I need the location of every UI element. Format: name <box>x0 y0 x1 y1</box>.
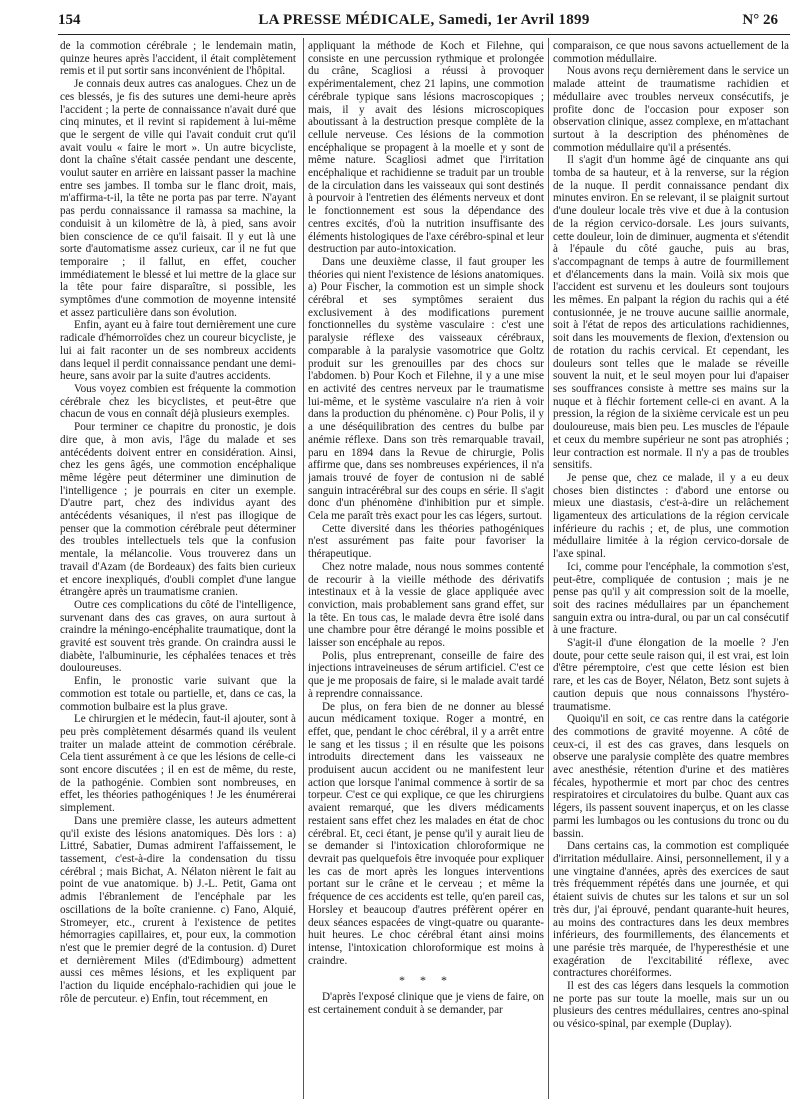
column-1-paragraph: Enfin, ayant eu à faire tout dernièrement une cure radicale d'hémorroïdes chez un coureur bicycliste, je lui ai fait raconter un de ses nombreux accidents dans lequel il perdit connaissance pendant une demi-heure, sans avoir par la suite d'autres accidents. <box>60 319 296 383</box>
column-1-paragraph: Je connais deux autres cas analogues. Chez un de ces blessés, je fis des sutures une demi-heure après l'accident ; la perte de connaissance n'avait duré que cinq minutes, et il revint si rapidement à lui-même que le sergent de ville qui l'avait conduit crut qu'il avait voulu « faire le mort ». Un autre bicycliste, dont la chaîne s'était cassée pendant une descente, voulut sauter en arrière en laissant passer la machine entre ses jambes. Il tomba sur le flanc droit, mais, m'affirma-t-il, la tête ne porta pas par terre. N'ayant pas perdu connaissance il ramassa sa machine, la conduisit à un kilomètre de là, à pied, sans avoir bien conscience de ce qu'il faisait. Il y eut là une sorte d'automatisme assez curieux, car il ne fut que temporaire ; il fallut, en effet, coucher immédiatement le blessé et lui mettre de la glace sur la tête pour faire disparaître, si possible, les symptômes d'une commotion de moyenne intensité et assez particulière dans son évolution. <box>60 78 296 319</box>
column-right <box>553 40 789 1095</box>
column-3-paragraph: Quoiqu'il en soit, ce cas rentre dans la catégorie des commotions de gravité moyenne. A côté de ceux-ci, il est des cas graves, dans lesquels on observe une paralysie complète des quatre membres avec anesthésie, rétention d'urine et des matières fécales, hypothermie et mort par choc des centres respiratoires et circulatoires du bulbe. Quant aux cas légers, ils passent souvent inaperçus, et on les classe parmi les lumbagos ou les contusions du tronc ou du bassin. <box>553 713 789 840</box>
column-3-paragraph: Je pense que, chez ce malade, il y a eu deux choses bien distinctes : d'abord une entorse ou mieux une diastasis, c'est-à-dire un relâchement ligamenteux des articulations de la région cervicale inférieure du rachis ; et, de plus, une commotion médullaire limitée à la région cervico-dorsale de l'axe spinal. <box>553 471 789 561</box>
column-3-paragraph: Il s'agit d'un homme âgé de cinquante ans qui tomba de sa hauteur, et à la renverse, sur la région de la nuque. Il perdit connaissance pendant dix minutes environ. En se relevant, il se plaignit surtout d'une douleur locale très vive et due à la contusion de la région cervico-dorsale. Les jours suivants, cette douleur, loin de diminuer, augmenta et s'étendit à l'épaule du côté gauche, puis au bras, s'accompagnant de temps à autre de fourmillement et d'élancements dans la main. Voilà six mois que l'accident est survenu et les douleurs sont toujours les mêmes. En palpant la région du rachis qui a été contusionnée, je ne trouve aucune saillie anormale, soit à l'état de repos des articulations rachidiennes, soit dans les mouvements de flexion, d'extension ou de rotation du rachis cervical. Et cependant, les douleurs sont telles que le malade se réveille souvent la nuit, et le seul moyen pour lui d'apaiser ses souffrances consiste à mettre ses mains sur la nuque et à fléchir fortement celle-ci en avant. A la pression, la région de la sixième cervicale est un peu douloureuse, mais bien peu. Les muscles de l'épaule et ceux du membre supérieur ne sont pas atrophiés ; leur contraction est normale. Il n'y a pas de troubles sensitifs. <box>553 154 789 472</box>
column-2-paragraph: Dans une deuxième classe, il faut grouper les théories qui nient l'existence de lésions anatomiques. a) Pour Fischer, la commotion est un simple shock cérébral et ses symptômes seraient dus exclusivement à des modifications purement fonctionnelles du système vasculaire : c'est une paralysie réflexe des vaisseaux cérébraux, comparable à la paralysie vasomotrice que Goltz produit sur les grenouilles par des chocs sur l'abdomen. b) Pour Koch et Filehne, il y a une mise en activité des centres nerveux par le traumatisme lui-même, et le système vasculaire n'a rien à voir dans la production du phénomène. c) Pour Polis, il y a une déséquilibration des centres du bulbe par anémie réflexe. Dans son très remarquable travail, paru en 1894 dans la Revue de chirurgie, Polis affirme que, dans ses nombreuses expériences, il n'a jamais trouvé de foyer de contusion ni de sablé sanguin intracérébral sur des coups en série. Il s'agit donc d'un phénomène d'inhibition pur et simple. Cela me paraît très exact pour les cas légers, surtout. <box>308 255 544 523</box>
column-3-paragraph: comparaison, ce que nous savons actuellement de la commotion médullaire. <box>553 40 789 65</box>
column-left <box>60 40 296 1095</box>
column-1-paragraph: Vous voyez combien est fréquente la commotion cérébrale chez les bicyclistes, et peut-être que chacun de vous en connaît déjà plusieurs exemples. <box>60 382 296 421</box>
column-1-paragraph: Outre ces complications du côté de l'intelligence, survenant dans des cas graves, on aura surtout à craindre la méningo-encéphalite traumatique, dont la gravité est souvent très grande. On craindra aussi le diabète, l'albuminurie, les céphalées tenaces et très douloureuses. <box>60 598 296 675</box>
column-1-paragraph: de la commotion cérébrale ; le lendemain matin, quinze heures après l'accident, il était complètement remis et il put sortir sans inconvénient de l'hôpital. <box>60 40 296 78</box>
column-1-paragraph: Pour terminer ce chapitre du pronostic, je dois dire que, à mon avis, l'âge du malade et ses antécédents doivent entrer en considération. Ainsi, chez les gens âgés, une commotion encéphalique même légère peut déterminer une diminution de l'intelligence ; je pourrais en citer un exemple. D'autre part, chez des individus ayant des antécédents vésaniques, il n'est pas illogique de penser que la commotion cérébrale peut déterminer des troubles intellectuels tels que la confusion mentale, la mélancolie. Vous trouverez dans un travail d'Azam (de Bordeaux) des faits bien curieux et encore inexpliqués, d'oubli complet d'une langue étrangère après un traumatisme cranien. <box>60 421 296 599</box>
journal-title: LA PRESSE MÉDICALE, Samedi, 1er Avril 1899 <box>258 12 590 28</box>
column-2-paragraph: De plus, on fera bien de ne donner au blessé aucun médicament toxique. Roger a montré, en effet, que, pendant le choc cérébral, il y a arrêt entre le sang et les tissus ; il en résulte que les poisons introduits directement dans les vaisseaux ne produisent aucun accident ou ne manifestent leur action que lorsque l'animal commence à sortir de sa torpeur. C'est ce qui explique, ce que les chirurgiens avaient remarqué, que les divers médicaments restaient sans effet chez les malades en état de choc cérébral. Et, ceci étant, je pense qu'il y aurait lieu de se demander si l'intoxication chloroformique ne devrait pas quelquefois être invoquée pour expliquer les cas de mort après les longues interventions portant sur le crâne et le cerveau ; et même la fréquence de ces accidents est telle, qu'en pareil cas, Horsley et beaucoup d'autres préfèrent opérer en deux séances espacées de vingt-quatre ou quarante-huit heures. Le choc cérébral étant ainsi moins intense, l'intoxication chloroformique est moins à craindre. <box>308 700 544 967</box>
column-middle <box>308 40 544 1095</box>
page-header <box>58 10 790 34</box>
column-2-paragraph: D'après l'exposé clinique que je viens de faire, on est certainement conduit à se demander, par <box>308 991 544 1017</box>
header-rule <box>58 34 790 35</box>
column-2-paragraph: Chez notre malade, nous nous sommes contenté de recourir à la vieille méthode des dérivatifs intestinaux et à la vessie de glace appliquée avec conviction, mais probablement sans grand effet, sur la tête. En tous cas, le malade devra être isolé dans une chambre pour être dérangé le moins possible et laisser son encéphale au repos. <box>308 560 544 650</box>
column-3-paragraph: Il est des cas légers dans lesquels la commotion ne porte pas sur toute la moelle, mais sur un ou plusieurs des centres médullaires, centres ano-spinal ou vésico-spinal, par exemple (Duplay). <box>553 980 789 1031</box>
column-2-paragraph: Cette diversité dans les théories pathogéniques n'est assurément pas faite pour favoriser la thérapeutique. <box>308 522 544 561</box>
column-1-paragraph: Dans une première classe, les auteurs admettent qu'il existe des lésions anatomiques. Dès lors : a) Littré, Sabatier, Dumas admirent l'affaissement, le tassement, c'est-à-dire la condensation du tissu cérébral ; mais Bichat, A. Nélaton nièrent le fait au point de vue anatomique. b) J.-L. Petit, Gama ont admis l'ébranlement de l'encéphale par les oscillations de la boîte cranienne. c) Fano, Alquié, Stromeyer, etc., crurent à l'existence de petites hémorragies capillaires, et, pour eux, la commotion n'est que le premier degré de la contusion. d) Duret et dernièrement Miles (d'Edimbourg) admettent aussi ces mêmes lésions, et les expliquent par l'action du liquide encéphalo-rachidien qui joue le rôle de percuteur. e) Enfin, tout récemment, en <box>60 814 296 1005</box>
page-number: 154 <box>58 12 81 28</box>
column-1-paragraph: Le chirurgien et le médecin, faut-il ajouter, sont à peu près complètement désarmés quand ils veulent traiter un malade atteint de commotion cérébrale. Cela tient assurément à ce que les lésions de celle-ci sont encore discutées ; il en est de même, du reste, de la pathogénie. Combien sont nombreuses, en effet, les théories pathogéniques ! Je les énumérerai simplement. <box>60 713 296 815</box>
column-3-paragraph: Ici, comme pour l'encéphale, la commotion s'est, peut-être, compliquée de contusion ; mais je ne pense pas qu'il y ait compression soit de la moelle, soit des racines médullaires par un épanchement sanguin extra ou intra-dural, ou par un cal consécutif à une fracture. <box>553 560 789 637</box>
column-3-paragraph: Dans certains cas, la commotion est compliquée d'irritation médullaire. Ainsi, personnellement, il y a une vingtaine d'années, après des exercices de saut très fréquemment répétés dans une journée, et qui étaient suivis de chutes sur les talons et sur un sol très dur, j'ai éprouvé, pendant quarante-huit heures, au moins des contractures dans les deux membres inférieurs, des fourmillements, des élancements et une parésie très marquée, de l'hyperesthésie et une exagération de l'excitabilité réflexe, avec contractures choréiformes. <box>553 840 789 980</box>
column-3-paragraph: S'agit-il d'une élongation de la moelle ? J'en doute, pour cette seule raison qui, il est vrai, est loin d'être péremptoire, c'est que cette lésion est bien rare, et les cas de Boyer, Nélaton, Betz sont sujets à caution depuis que nous connaissons l'hystéro-traumatisme. <box>553 637 789 713</box>
column-divider-right <box>548 38 549 1099</box>
column-1-paragraph: Enfin, le pronostic varie suivant que la commotion est totale ou partielle, et, dans ce cas, la commotion bulbaire est la plus grave. <box>60 675 296 713</box>
section-separator: * * * <box>399 973 453 988</box>
issue-number: N° 26 <box>742 12 778 28</box>
column-divider-left <box>303 38 304 1099</box>
column-3-paragraph: Nous avons reçu dernièrement dans le service un malade atteint de traumatisme rachidien et médullaire avec troubles nerveux consécutifs, je profite donc de l'occasion pour exposer son observation clinique, assez complexe, en m'attachant surtout à la description des phénomènes de commotion médullaire qu'il a présentés. <box>553 65 789 154</box>
column-2-paragraph: appliquant la méthode de Koch et Filehne, qui consiste en une percussion rythmique et prolongée du crâne, Scagliosi a réussi à provoquer expérimentalement, chez 21 lapins, une commotion cérébrale typique sans lésions macroscopiques ; mais, il y avait des lésions microscopiques aboutissant à la destruction presque complète de la cellule nerveuse. Ces lésions de la commotion encéphalique se propagent à la moelle et y sont de même nature. Scagliosi admet que l'irritation encéphalique et rachidienne se traduit par un trouble de la circulation dans les vaisseaux qui sont destinés à pourvoir à l'entretien des éléments nerveux et dont le fonctionnement est sous la dépendance des centres excités, d'où la nutrition insuffisante des éléments histologiques de l'axe cérébro-spinal et leur destruction par auto-intoxication. <box>308 40 544 256</box>
column-2-paragraph: Polis, plus entreprenant, conseille de faire des injections intraveineuses de sérum artificiel. C'est ce que je me proposais de faire, si le malade avait tardé à reprendre connaissance. <box>308 649 544 700</box>
